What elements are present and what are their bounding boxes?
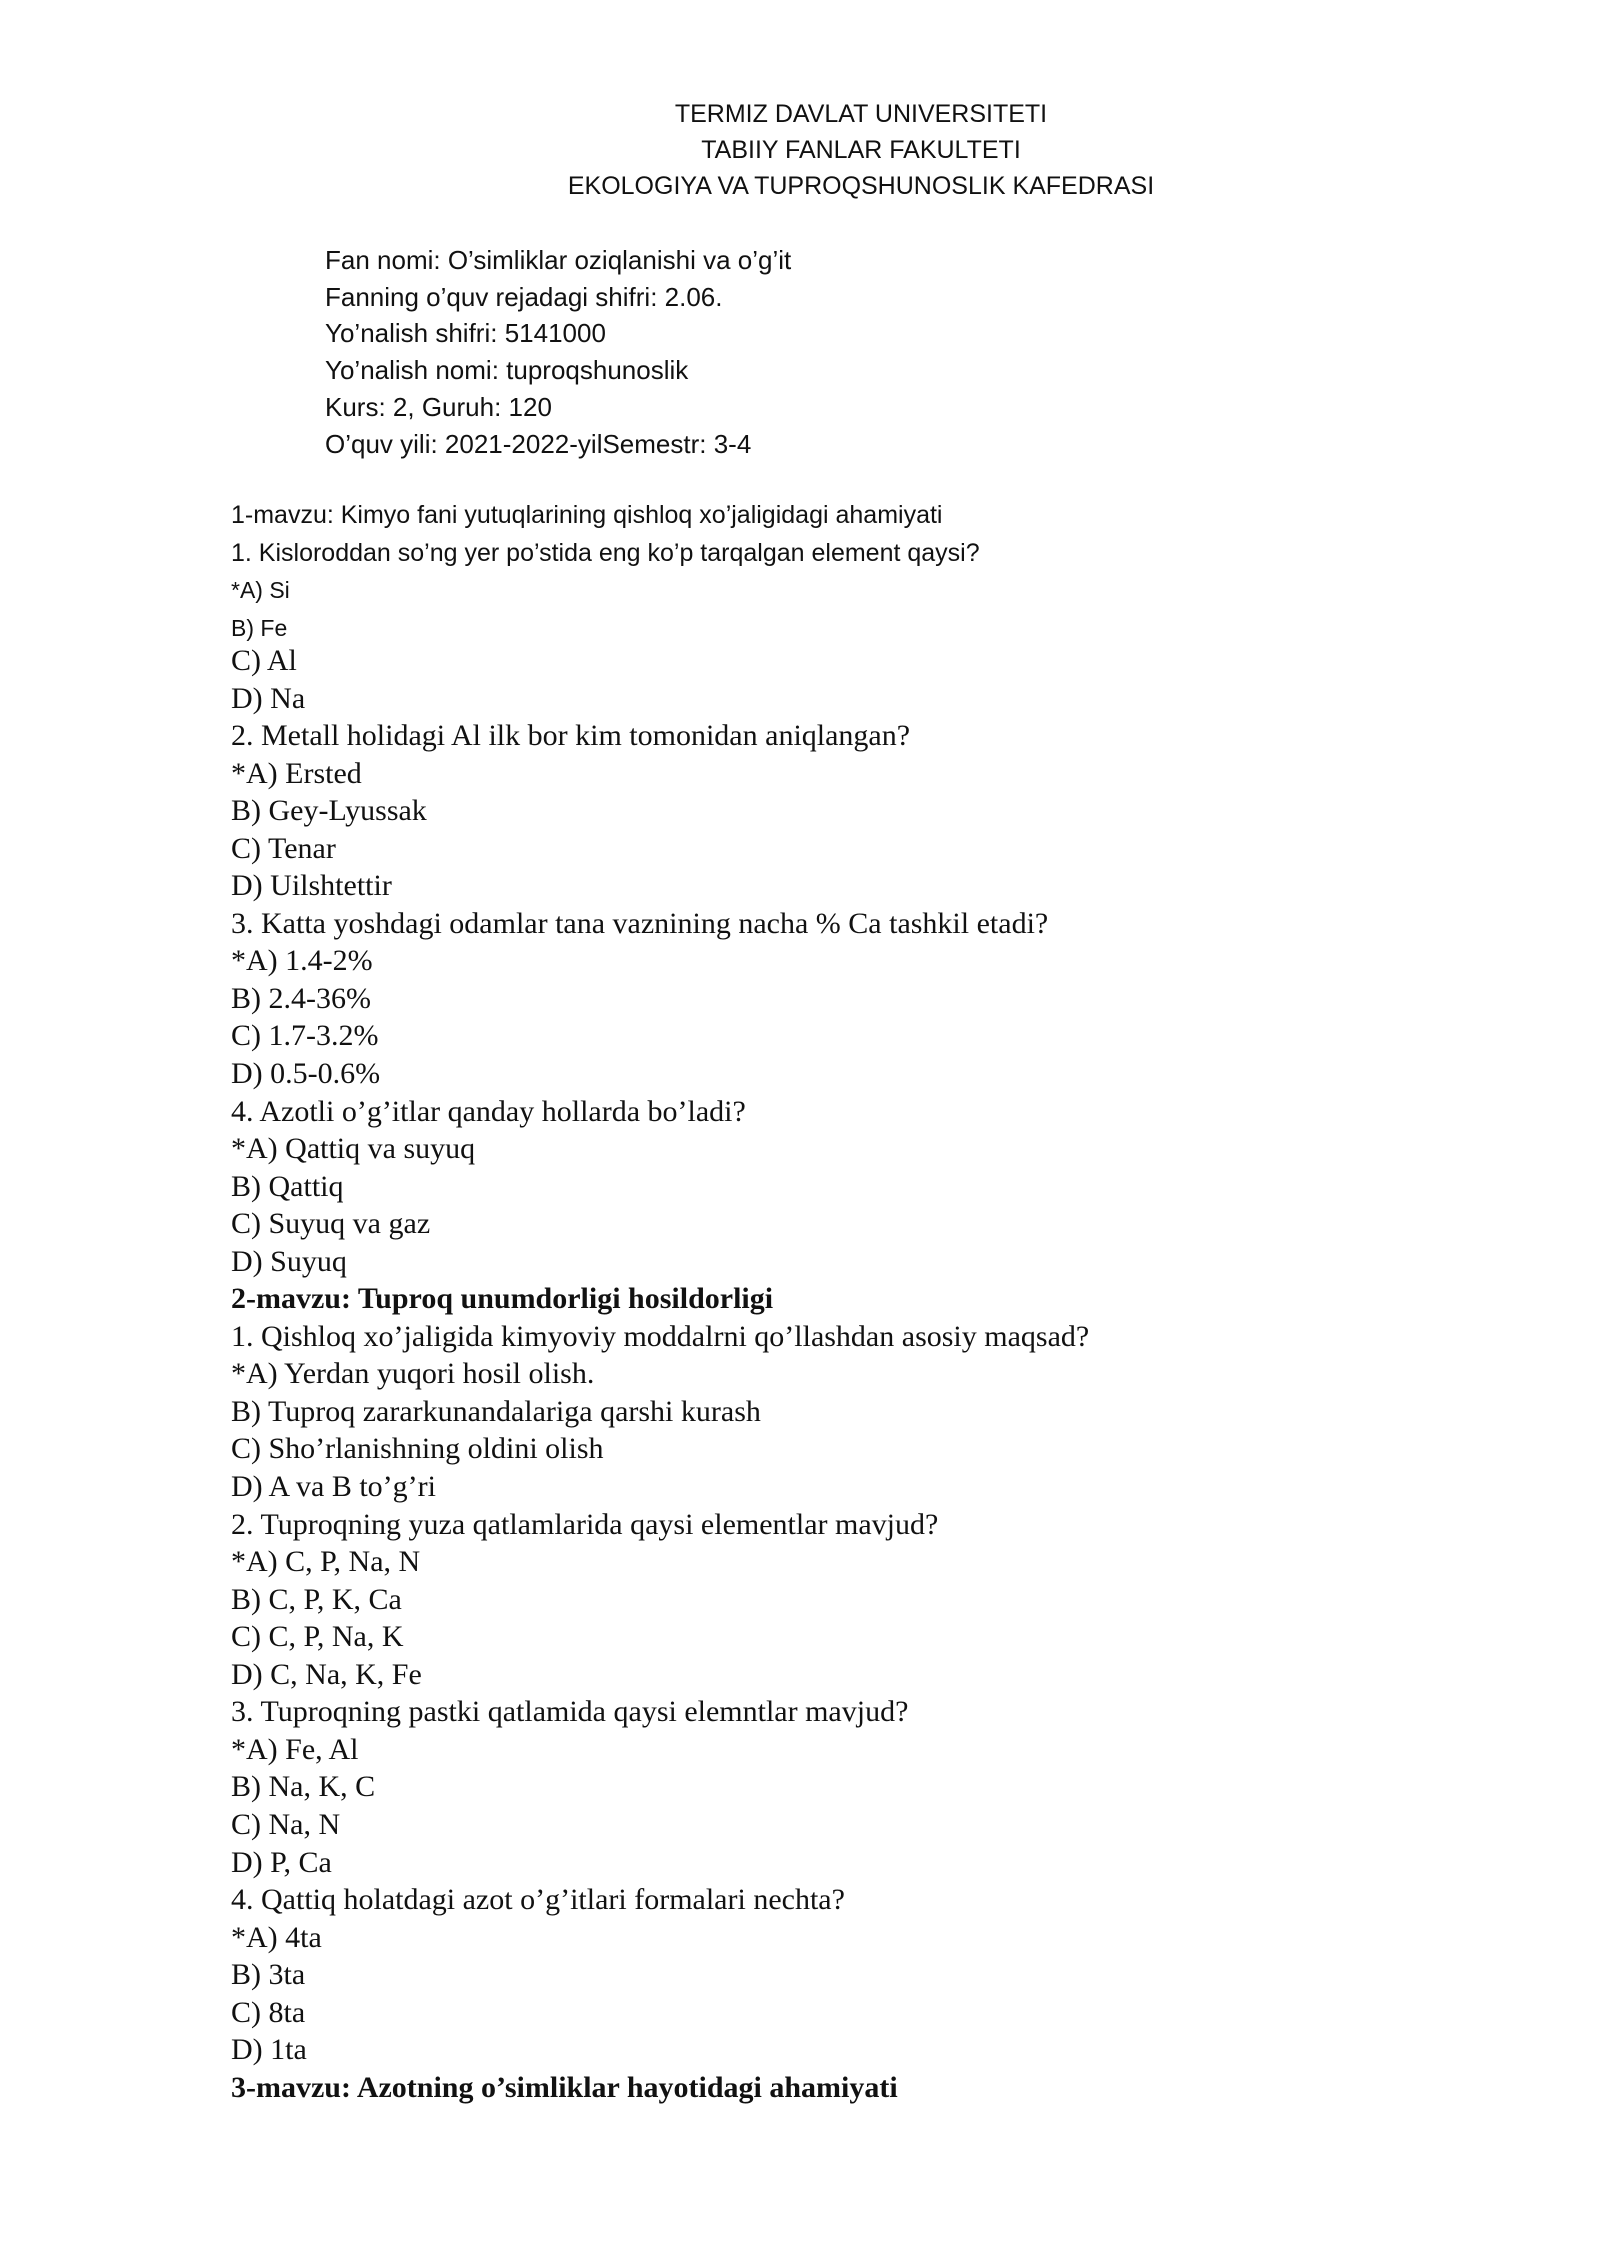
department-name: EKOLOGIYA VA TUPROQSHUNOSLIK KAFEDRASI [567,172,1155,200]
answer-option: D) 0.5-0.6% [231,1057,381,1091]
answer-option: C) 1.7-3.2% [231,1019,379,1053]
answer-option: B) Fe [231,614,288,641]
questions-list [231,642,1089,2106]
question-text: 1. Kisloroddan so’ng yer po’stida eng ko’p tarqalgan element qaysi? [231,538,980,567]
answer-option: D) Na [231,681,306,715]
answer-option: C) Sho’rlanishning oldini olish [231,1432,604,1466]
answer-option: *A) 4ta [231,1920,322,1954]
direction-code: Yo’nalish shifri: 5141000 [325,318,606,349]
question-text: 1. Qishloq xo’jaligida kimyoviy moddalrni qo’llashdan asosiy maqsad? [231,1319,1090,1353]
answer-option: D) 1ta [231,2033,307,2067]
subject-code: Fanning o’quv rejadagi shifri: 2.06. [325,281,723,312]
document-header [0,96,1600,204]
question-text: 3. Katta yoshdagi odamlar tana vaznining nacha % Ca tashkil etadi? [231,906,1049,940]
question-text: 4. Qattiq holatdagi azot o’g’itlari formalari nechta? [231,1883,845,1917]
question-text: 3. Tuproqning pastki qatlamida qaysi elemntlar mavjud? [231,1695,909,1729]
answer-option: B) Gey-Lyussak [231,794,427,828]
topic-title: 2-mavzu: Tuproq unumdorligi hosildorligi [231,1282,774,1316]
course-group: Kurs: 2, Guruh: 120 [325,391,552,422]
university-name: TERMIZ DAVLAT UNIVERSITETI [674,100,1048,128]
answer-option: C) Al [231,644,297,677]
question-text: 4. Azotli o’g’itlar qanday hollarda bo’ladi? [231,1094,746,1128]
answer-option: B) 2.4-36% [231,981,371,1015]
answer-option: D) Suyuq [231,1244,347,1278]
course-info [325,242,791,462]
direction-name: Yo’nalish nomi: tuproqshunoslik [325,355,689,386]
academic-year: O’quv yili: 2021-2022-yilSemestr: 3-4 [325,428,752,459]
topic-1-intro [231,497,980,647]
subject-name: Fan nomi: O’simliklar oziqlanishi va o’g’it [325,245,792,275]
answer-option: B) C, P, K, Ca [231,1582,402,1616]
answer-option: C) Tenar [231,831,336,865]
answer-option: *A) Si [231,577,290,603]
answer-option: *A) Qattiq va suyuq [231,1132,476,1166]
answer-option: D) P, Ca [231,1845,332,1879]
topic-title: 1-mavzu: Kimyo fani yutuqlarining qishloq xo’jaligidagi ahamiyati [231,501,943,529]
answer-option: B) Tuproq zararkunandalariga qarshi kurash [231,1394,761,1428]
answer-option: B) 3ta [231,1958,306,1992]
answer-option: *A) Ersted [231,756,362,790]
question-text: 2. Metall holidagi Al ilk bor kim tomonidan aniqlangan? [231,719,911,753]
answer-option: C) Suyuq va gaz [231,1207,431,1241]
answer-option: D) A va B to’g’ri [231,1470,436,1504]
question-text: 2. Tuproqning yuza qatlamlarida qaysi elementlar mavjud? [231,1507,939,1541]
answer-option: *A) Fe, Al [231,1732,359,1766]
answer-option: D) Uilshtettir [231,869,392,903]
answer-option: C) Na, N [231,1807,341,1841]
faculty-name: TABIIY FANLAR FAKULTETI [701,136,1021,164]
answer-option: *A) Yerdan yuqori hosil olish. [231,1357,595,1391]
topic-title: 3-mavzu: Azotning o’simliklar hayotidagi ahamiyati [231,2070,898,2104]
answer-option: B) Na, K, C [231,1770,376,1804]
answer-option: C) C, P, Na, K [231,1620,404,1654]
answer-option: *A) 1.4-2% [231,944,373,978]
answer-option: C) 8ta [231,1995,306,2029]
answer-option: B) Qattiq [231,1169,344,1203]
answer-option: D) C, Na, K, Fe [231,1657,422,1691]
answer-option: *A) C, P, Na, N [231,1545,421,1579]
